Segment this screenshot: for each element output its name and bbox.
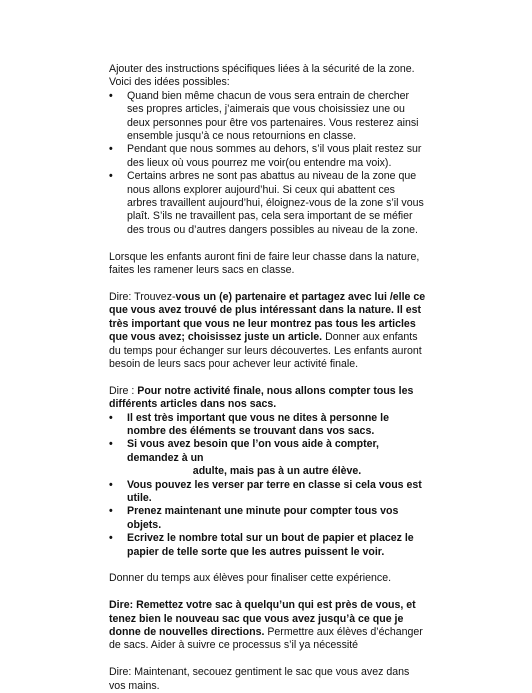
safety-bullet-list: [109, 90, 427, 237]
intro-paragraph: Ajouter des instructions spécifiques liées à la sécurité de la zone. Voici des idées possibles:: [109, 63, 415, 89]
safety-bullet-text: Quand bien même chacun de vous sera entrain de chercher ses propres articles, j’aimerais que vous choisissiez une ou deux personnes pour être vos partenaires. Vous resterez ainsi ensemble jusqu’à ce nous retournions en classe.: [127, 89, 419, 143]
paragraph-spacer: [109, 277, 427, 290]
paragraph-spacer: [109, 586, 427, 599]
say-partner-paragraph: [109, 291, 427, 371]
count-bullet-item: [109, 438, 427, 478]
safety-bullet-item: [109, 90, 427, 144]
safety-bullet-item: [109, 143, 427, 170]
say-bold-instruction: vous un (e) partenaire et partagez avec lui /elle ce que vous avez trouvé de plus intéressant dans la nature. Il est très important que vous ne leur montrez pas tous les articles que vous avez; choisissez juste un article.: [109, 290, 426, 344]
count-bullet-continuation: adulte, mais pas à un autre élève.: [192, 465, 362, 478]
say-suffix: Permettre aux élèves d’échanger de sacs. Aider à suivre ce processus s’il ya nécessité: [109, 625, 423, 652]
say-prefix: Dire :: [109, 384, 138, 397]
bullet-icon: •: [109, 478, 113, 491]
say-shake-paragraph: Dire: Maintenant, secouez gentiment le sac que vous avez dans vos mains.: [109, 666, 410, 692]
count-bullet-text: Si vous avez besoin que l’on vous aide à compter, demandez à un: [127, 438, 379, 464]
count-bullet-item: [109, 505, 427, 532]
say-suffix: Donner aux enfants du temps pour échanger sur leurs découvertes. Les enfants auront besoin de leurs sacs pour achever leur activité finale.: [109, 331, 422, 370]
safety-bullet-text: Certains arbres ne sont pas abattus au niveau de la zone que nous allons explorer aujourd’hui. Si ceux qui abattent ces arbres travaillent aujourd’hui, éloignez-vous de la zone s’il vous plaît. S’ils ne travaillent pas, cela sera important de se méfier des trous ou d’autres dangers possibles au niveau de la zone.: [127, 170, 424, 236]
paragraph-spacer: [109, 559, 427, 572]
count-bullet-item: [109, 412, 427, 439]
say-bold-instruction: Pour notre activité finale, nous allons compter tous les différents articles dans nos sacs.: [109, 384, 414, 411]
bullet-icon: •: [109, 438, 113, 451]
paragraph-spacer: [109, 237, 427, 250]
say-final-activity-paragraph: [109, 385, 427, 412]
bullet-icon: •: [109, 89, 113, 102]
count-bullet-list: [109, 412, 427, 559]
paragraph-spacer: [109, 653, 427, 666]
bullet-icon: •: [109, 143, 113, 156]
bullet-icon: •: [109, 532, 113, 545]
count-bullet-text: Ecrivez le nombre total sur un bout de papier et placez le papier de telle sorte que les autres puissent le voir.: [127, 532, 414, 558]
count-bullet-text: Vous pouvez les verser par terre en classe si cela vous est utile.: [127, 478, 422, 504]
finalize-paragraph: Donner du temps aux élèves pour finaliser cette expérience.: [109, 572, 392, 585]
document-body: [109, 63, 427, 693]
bullet-icon: •: [109, 411, 113, 424]
count-bullet-text: Prenez maintenant une minute pour compter tous vos objets.: [127, 505, 399, 531]
paragraph-spacer: [109, 371, 427, 384]
count-bullet-item: [109, 532, 427, 559]
say-bold-instruction: Dire: Remettez votre sac à quelqu’un qui est près de vous, et tenez bien le nouveau sac que vous avez jusqu’à ce que je donne de nouvelles directions.: [109, 599, 416, 638]
say-prefix: Dire: Trouvez-: [109, 290, 176, 303]
count-bullet-item: [109, 479, 427, 506]
return-paragraph: Lorsque les enfants auront fini de faire leur chasse dans la nature, faites les ramener leurs sacs en classe.: [109, 250, 420, 277]
safety-bullet-text: Pendant que nous sommes au dehors, s’il vous plait restez sur des lieux où vous pourrez me voir(ou entendre ma voix).: [127, 143, 422, 169]
bullet-icon: •: [109, 170, 113, 183]
safety-bullet-item: [109, 170, 427, 237]
bullet-icon: •: [109, 505, 113, 518]
count-bullet-text: Il est très important que vous ne dites à personne le nombre des éléments se trouvant dans vos sacs.: [127, 411, 389, 437]
say-exchange-paragraph: [109, 599, 427, 653]
